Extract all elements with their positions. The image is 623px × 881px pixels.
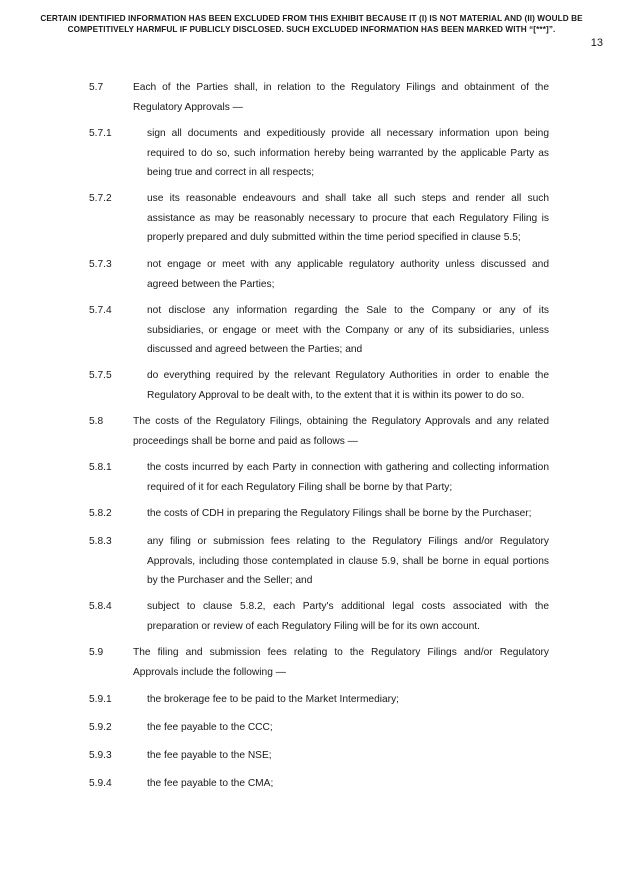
clause-number: 5.7.4 — [89, 305, 112, 316]
clause-text: do everything required by the relevant Regulatory Authorities in order to enable the Regulatory Approval to be dealt with, to the extent that it is within its power to do so. — [147, 370, 549, 401]
clause-text: subject to clause 5.8.2, each Party's additional legal costs associated with the preparation or review of each Regulatory Filing will be for its own account. — [147, 601, 549, 632]
clause-text: The filing and submission fees relating to the Regulatory Filings and/or Regulatory Approvals include the following — — [133, 647, 549, 678]
clause-number: 5.7.1 — [89, 128, 112, 139]
clause-number: 5.9.4 — [89, 778, 112, 789]
clause-text: the fee payable to the CMA; — [147, 778, 274, 789]
clause-text: any filing or submission fees relating to the Regulatory Filings and/or Regulatory Approvals, including those contemplated in clause 5.9, shall be borne in equal portions by the Purchaser and the Seller; and — [147, 536, 549, 586]
clause-text: the brokerage fee to be paid to the Market Intermediary; — [147, 694, 400, 705]
clause-text: the costs incurred by each Party in connection with gathering and collecting information required of it for each Regulatory Filing shall be borne by that Party; — [147, 462, 549, 493]
clause-text: the fee payable to the NSE; — [147, 750, 272, 761]
clause-number: 5.8.4 — [89, 601, 112, 612]
clause-text: use its reasonable endeavours and shall take all such steps and render all such assistance as may be reasonably necessary to procure that each Regulatory Filing is properly prepared and duly submitted within the time period specified in clause 5.5; — [147, 193, 549, 243]
confidentiality-disclaimer: CERTAIN IDENTIFIED INFORMATION HAS BEEN EXCLUDED FROM THIS EXHIBIT BECAUSE IT (I) IS NOT MATERIAL AND (II) WOULD BE COMPETITIVELY HARMFUL IF PUBLICLY DISCLOSED. SUCH EXCLUDED INFORMATION HAS BEEN MARKED WITH “[***]”. — [40, 14, 583, 34]
clause-number: 5.9.1 — [89, 694, 112, 705]
clause-text: the costs of CDH in preparing the Regulatory Filings shall be borne by the Purchaser; — [147, 508, 532, 519]
page-number: 13 — [590, 37, 603, 49]
clause-number: 5.9.2 — [89, 722, 112, 733]
clause-text: not engage or meet with any applicable regulatory authority unless discussed and agreed between the Parties; — [147, 259, 549, 290]
clause-number: 5.7 — [89, 82, 104, 93]
clause-number: 5.7.2 — [89, 193, 112, 204]
clause-number: 5.9 — [89, 647, 104, 658]
clause-text: Each of the Parties shall, in relation to the Regulatory Filings and obtainment of the Regulatory Approvals — — [133, 82, 549, 113]
clause-number: 5.7.3 — [89, 259, 112, 270]
clause-number: 5.7.5 — [89, 370, 112, 381]
clause-number: 5.8.3 — [89, 536, 112, 547]
clause-text: not disclose any information regarding the Sale to the Company or any of its subsidiaries, or engage or meet with the Company or any of its subsidiaries, unless discussed and agreed between the Parties; and — [147, 305, 549, 355]
clause-text: The costs of the Regulatory Filings, obtaining the Regulatory Approvals and any related proceedings shall be borne and paid as follows — — [133, 416, 549, 447]
clause-number: 5.8.2 — [89, 508, 112, 519]
clause-number: 5.8.1 — [89, 462, 112, 473]
clause-text: sign all documents and expeditiously provide all necessary information upon being required to do so, such information hereby being warranted by the applicable Party as being true and correct in all respects; — [147, 128, 549, 178]
clause-number: 5.9.3 — [89, 750, 112, 761]
clause-number: 5.8 — [89, 416, 104, 427]
clause-text: the fee payable to the CCC; — [147, 722, 273, 733]
